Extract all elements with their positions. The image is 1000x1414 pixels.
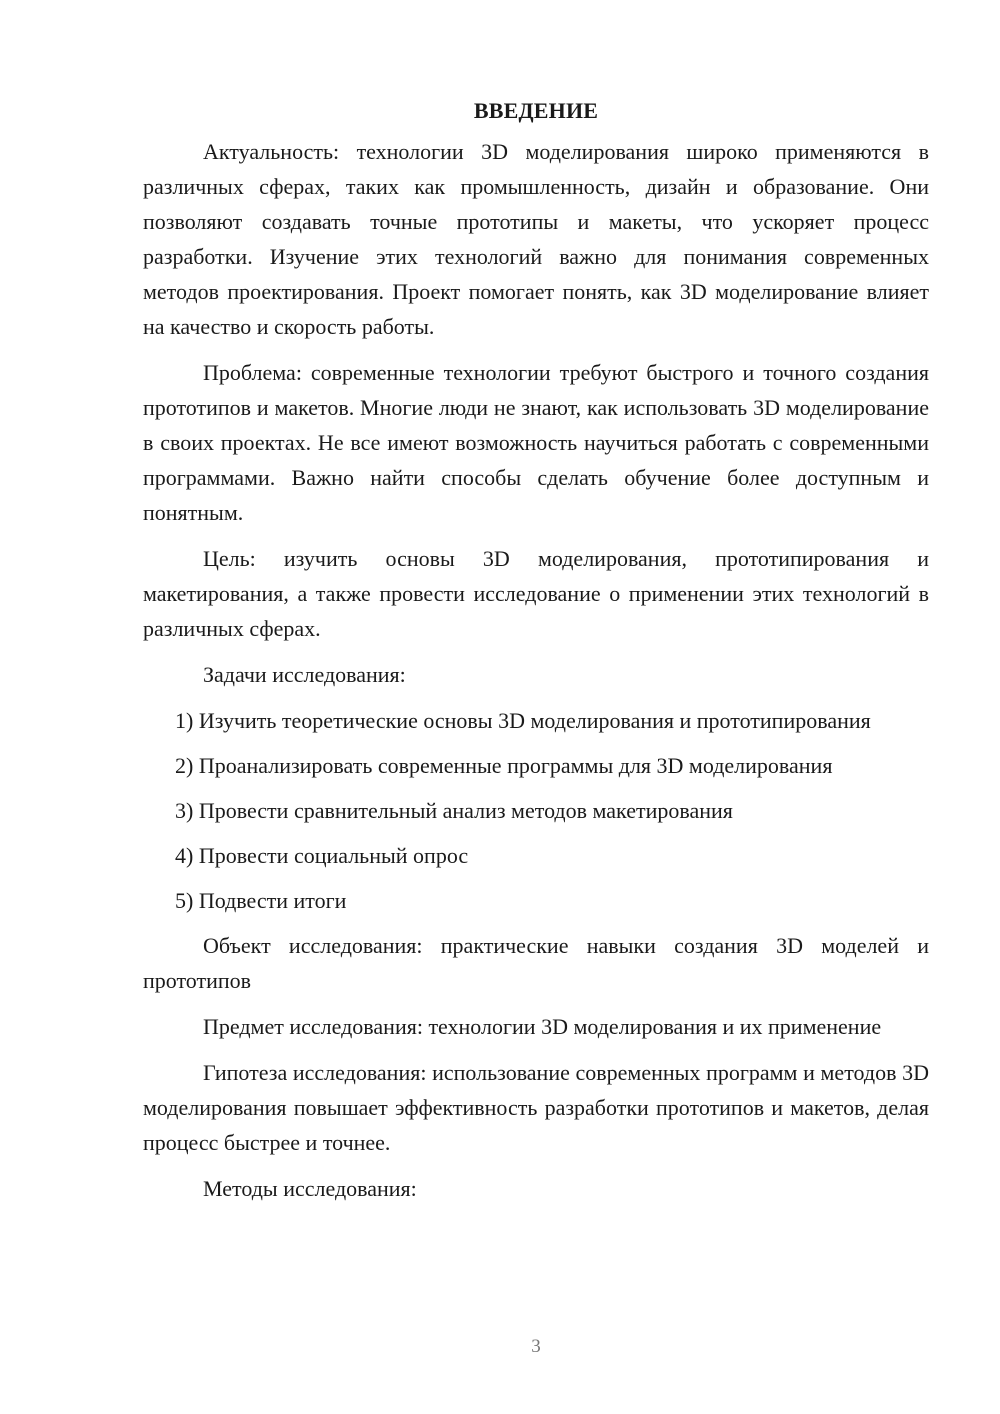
paragraph-subject: Предмет исследования: технологии 3D моделирования и их применение xyxy=(203,1014,882,1039)
task-item-3: 3) Провести сравнительный анализ методов макетирования xyxy=(175,798,733,823)
paragraph-methods: Методы исследования: xyxy=(203,1176,417,1201)
paragraph-tasks-heading: Задачи исследования: xyxy=(203,662,406,687)
page-number: 3 xyxy=(531,1336,541,1357)
paragraph-goal: Цель: изучить основы 3D моделирования, прототипирования и макетирования, а также провести исследование о применении этих технологий в различных сферах. xyxy=(143,546,929,641)
paragraph-object: Объект исследования: практические навыки создания 3D моделей и прототипов xyxy=(143,933,929,993)
task-item-5: 5) Подвести итоги xyxy=(175,888,347,913)
task-item-2: 2) Проанализировать современные программы для 3D моделирования xyxy=(175,753,833,778)
page-content xyxy=(143,96,929,1217)
section-title: ВВЕДЕНИЕ xyxy=(473,98,599,123)
paragraph-problem: Проблема: современные технологии требуют быстрого и точного создания прототипов и макетов. Многие люди не знают, как использовать 3D моделирование в своих проектах. Не все имеют возможность научиться работать с современными программами. Важно найти способы сделать обучение более доступным и понятным. xyxy=(143,360,929,525)
task-item-4: 4) Провести социальный опрос xyxy=(175,843,469,868)
task-item-1: 1) Изучить теоретические основы 3D моделирования и прототипирования xyxy=(175,708,871,733)
paragraph-hypothesis: Гипотеза исследования: использование современных программ и методов 3D моделирования повышает эффективность разработки прототипов и макетов, делая процесс быстрее и точнее. xyxy=(143,1060,929,1155)
paragraph-relevance: Актуальность: технологии 3D моделирования широко применяются в различных сферах, таких как промышленность, дизайн и образование. Они позволяют создавать точные прототипы и макеты, что ускоряет процесс разработки. Изучение этих технологий важно для понимания современных методов проектирования. Проект помогает понять, как 3D моделирование влияет на качество и скорость работы. xyxy=(143,139,929,339)
